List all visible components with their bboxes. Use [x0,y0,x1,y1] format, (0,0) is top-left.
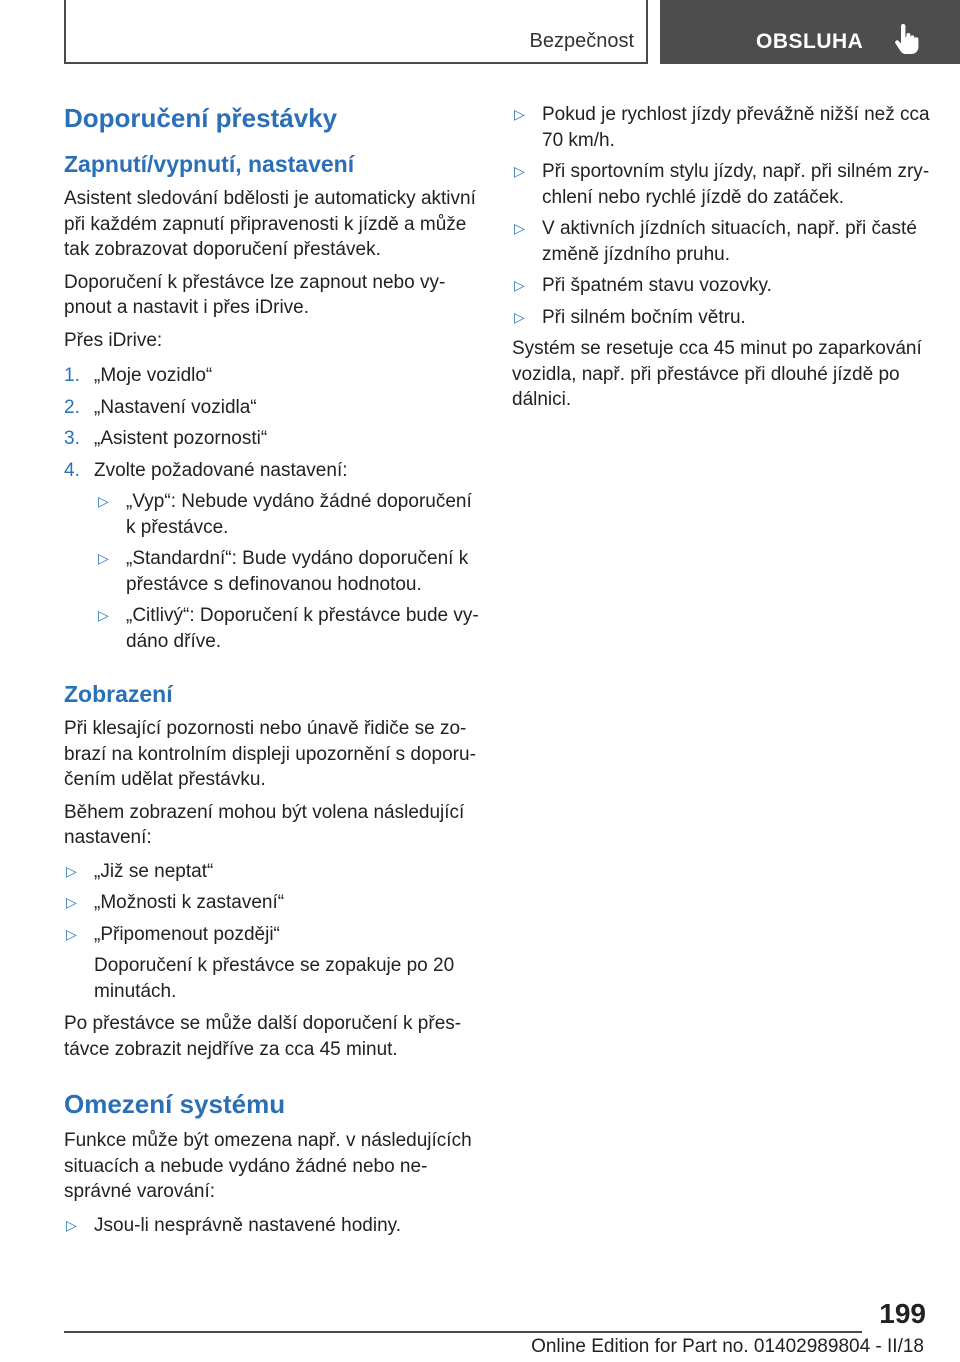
triangle-right-icon: ▷ [514,163,525,179]
list-item-text: Pokud je rychlost jízdy převážně nižší než cca 70 km/h. [542,104,930,151]
step-number: 4. [64,459,80,481]
step-number: 1. [64,365,80,386]
step-text: „Asistent pozornosti“ [94,428,268,449]
header-section-title: Bezpečnost [529,30,634,52]
option-list [94,489,484,654]
header-chapter-tab [660,0,960,64]
paragraph: Při klesající pozornosti nebo únavě řidiče se zobrazí na kontrolním displeji upozornění s doporučením udělat přestávku. [64,718,476,790]
list-item [512,102,932,153]
triangle-right-icon: ▷ [514,106,525,122]
list-item-text: „Připomenout později“ [94,923,280,945]
step-text: Zvolte požadované nastavení: [94,459,348,481]
step-text: „Moje vozidlo“ [94,365,213,386]
list-item-text: V aktivních jízdních situacích, např. při časté změně jízdního pruhu. [542,218,917,265]
heading-on-off-settings: Zapnutí/vypnutí, nastavení [64,151,355,177]
right-column [512,102,932,420]
list-item [64,922,484,948]
footer-edition: Online Edition for Part no. 01402989804 - II/18 [531,1336,924,1357]
list-item-text: Při silném bočním větru. [542,306,746,328]
paragraph: Funkce může být omezena např. v následujících situacích a nebude vydáno žádné nebo nesprávné varování: [64,1130,472,1202]
triangle-right-icon: ▷ [66,862,77,879]
hand-pointer-icon [894,24,920,56]
list-item [64,1213,484,1239]
option-item [96,489,484,540]
list-item [512,273,932,299]
triangle-right-icon: ▷ [66,925,77,942]
list-item [512,305,932,331]
triangle-right-icon: ▷ [514,220,525,236]
step-list [64,363,484,654]
step-item [64,458,484,655]
triangle-right-icon: ▷ [66,894,77,910]
paragraph: Doporučení k přestávce lze zapnout nebo vypnout a nastavit i přes iDrive. [64,271,446,318]
paragraph: Asistent sledování bdělosti je automaticky aktivní při každém zapnutí připravenosti k jízdě a může tak zobrazovat doporučení přestávek. [64,188,476,260]
limits-list-continued [512,102,932,330]
paragraph: Přes iDrive: [64,329,163,351]
step-item [64,395,484,421]
list-item-text: „Již se neptat“ [94,860,214,882]
footer-divider [64,1331,862,1333]
left-column [64,100,484,1244]
list-item-text: Při sportovním stylu jízdy, např. při silném zrychlení nebo rychlé jízdě do zatáček. [542,161,930,208]
list-item-text: Při špatném stavu vozovky. [542,275,772,296]
paragraph: Po přestávce se může další doporučení k přestávce zobrazit nejdříve za cca 45 minut. [64,1013,462,1060]
paragraph: Během zobrazení mohou být volena následující nastavení: [64,801,465,848]
option-item [96,546,484,597]
option-item [96,603,484,654]
step-number: 3. [64,428,80,449]
heading-display: Zobrazení [64,681,173,707]
header-chapter-label: OBSLUHA [756,30,864,53]
option-text: „Standardní“: Bude vydáno doporučení k přestávce s definovanou hodnotou. [126,548,469,595]
triangle-right-icon: ▷ [98,493,109,509]
heading-system-limits: Omezení systému [64,1089,286,1119]
step-item [64,426,484,452]
step-item [64,363,484,389]
step-text: „Nastavení vozidla“ [94,396,257,418]
triangle-right-icon: ▷ [514,308,525,325]
option-text: „Citlivý“: Doporučení k přestávce bude vydáno dříve. [126,605,479,652]
note-paragraph: Doporučení k přestávce se zopakuje po 20 minutách. [94,955,455,1002]
step-number: 2. [64,396,80,418]
limits-list [64,1213,484,1239]
list-item [512,216,932,267]
page-number: 199 [879,1298,926,1329]
option-text: „Vyp“: Nebude vydáno žádné doporučení k přestávce. [126,491,472,538]
triangle-right-icon: ▷ [66,1216,77,1233]
header-section-box [64,0,648,64]
paragraph: Systém se resetuje cca 45 minut po zaparkování vozidla, např. při přestávce při dlouhé jízdě po dálnici. [512,338,922,410]
list-item [64,890,484,916]
triangle-right-icon: ▷ [514,277,525,293]
page-title: Doporučení přestávky [64,103,338,133]
list-item-text: Jsou-li nesprávně nastavené hodiny. [94,1214,402,1236]
list-item [64,859,484,885]
list-item [512,159,932,210]
triangle-right-icon: ▷ [98,607,109,623]
display-options-list [64,859,484,948]
list-item-text: „Možnosti k zastavení“ [94,892,285,913]
triangle-right-icon: ▷ [98,550,109,566]
